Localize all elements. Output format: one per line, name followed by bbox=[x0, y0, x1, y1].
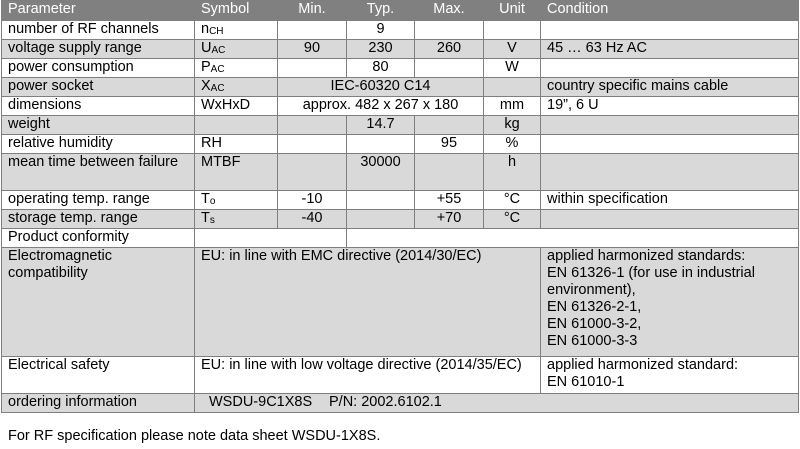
cell-symbol bbox=[195, 210, 278, 229]
cell-typ: 9 bbox=[347, 21, 415, 40]
cell-parameter: relative humidity bbox=[2, 135, 195, 154]
cell-parameter: operating temp. range bbox=[2, 191, 195, 210]
header-condition: Condition bbox=[541, 1, 799, 21]
symbol-base: MTBF bbox=[201, 154, 241, 170]
table-row bbox=[2, 154, 799, 191]
cell-max: 95 bbox=[415, 135, 484, 154]
symbol-sub: AC bbox=[211, 45, 226, 56]
safety-row bbox=[2, 357, 799, 394]
cell-max: +70 bbox=[415, 210, 484, 229]
cell-min bbox=[278, 21, 347, 40]
symbol-sub: o bbox=[209, 196, 216, 207]
cell-typ: 230 bbox=[347, 40, 415, 59]
empty-cell bbox=[347, 229, 799, 248]
cell-parameter: voltage supply range bbox=[2, 40, 195, 59]
table-row bbox=[2, 191, 799, 210]
cell-symbol bbox=[195, 40, 278, 59]
cell-max: 260 bbox=[415, 40, 484, 59]
cell-unit: h bbox=[484, 154, 541, 191]
header-unit: Unit bbox=[484, 1, 541, 21]
cell-unit: kg bbox=[484, 116, 541, 135]
cell-symbol bbox=[195, 78, 278, 97]
header-symbol: Symbol bbox=[195, 1, 278, 21]
cell-symbol bbox=[195, 191, 278, 210]
cell-max bbox=[415, 59, 484, 78]
table-row bbox=[2, 135, 799, 154]
cell-min bbox=[278, 116, 347, 135]
emc-parameter: Electromagnetic compatibility bbox=[2, 248, 195, 357]
cell-min: 90 bbox=[278, 40, 347, 59]
emc-standards-line: EN 61326-1 (for use in industrial environment), bbox=[547, 265, 755, 298]
header-max: Max. bbox=[415, 1, 484, 21]
cell-parameter: mean time between failure bbox=[2, 154, 195, 191]
table-row bbox=[2, 40, 799, 59]
ordering-label: ordering information bbox=[2, 394, 195, 413]
emc-standards-line: EN 61000-3-2, bbox=[547, 316, 642, 332]
cell-min bbox=[278, 135, 347, 154]
cell-max bbox=[415, 21, 484, 40]
cell-typ: 80 bbox=[347, 59, 415, 78]
header-typ: Typ. bbox=[347, 1, 415, 21]
cell-condition: 19”, 6 U bbox=[541, 97, 799, 116]
cell-symbol bbox=[195, 97, 278, 116]
safety-standards-line: EN 61010-1 bbox=[547, 374, 625, 390]
table-row bbox=[2, 21, 799, 40]
table-row bbox=[2, 59, 799, 78]
cell-max: +55 bbox=[415, 191, 484, 210]
cell-unit: % bbox=[484, 135, 541, 154]
symbol-base: U bbox=[201, 40, 212, 56]
cell-condition bbox=[541, 135, 799, 154]
cell-unit: W bbox=[484, 59, 541, 78]
ordering-value bbox=[195, 394, 799, 413]
cell-typ: 30000 bbox=[347, 154, 415, 191]
cell-max bbox=[415, 154, 484, 191]
cell-typ: 14.7 bbox=[347, 116, 415, 135]
emc-standards-line: EN 61000-3-3 bbox=[547, 333, 638, 349]
safety-value: EU: in line with low voltage directive (2014/35/EC) bbox=[195, 357, 541, 394]
cell-unit bbox=[484, 21, 541, 40]
emc-standards-line: EN 61326-2-1, bbox=[547, 299, 642, 315]
ordering-pn: P/N: 2002.6102.1 bbox=[329, 394, 442, 410]
emc-row bbox=[2, 248, 799, 357]
symbol-base: T bbox=[201, 210, 210, 226]
cell-symbol bbox=[195, 154, 278, 191]
symbol-base: RH bbox=[201, 135, 222, 151]
cell-unit: V bbox=[484, 40, 541, 59]
cell-min: -10 bbox=[278, 191, 347, 210]
cell-condition: country specific mains cable bbox=[541, 78, 799, 97]
emc-value: EU: in line with EMC directive (2014/30/EC) bbox=[195, 248, 541, 357]
symbol-base: WxHxD bbox=[201, 97, 251, 113]
symbol-sub: s bbox=[209, 215, 215, 226]
cell-span-value: approx. 482 x 267 x 180 bbox=[278, 97, 484, 116]
cell-condition bbox=[541, 21, 799, 40]
cell-symbol bbox=[195, 116, 278, 135]
symbol-base: X bbox=[201, 78, 211, 94]
cell-typ bbox=[347, 191, 415, 210]
cell-condition: 45 … 63 Hz AC bbox=[541, 40, 799, 59]
symbol-sub: AC bbox=[210, 64, 225, 75]
cell-condition bbox=[541, 154, 799, 191]
cell-parameter: number of RF channels bbox=[2, 21, 195, 40]
cell-min bbox=[278, 59, 347, 78]
cell-unit bbox=[484, 78, 541, 97]
cell-condition bbox=[541, 116, 799, 135]
cell-min bbox=[278, 154, 347, 191]
emc-standards-line: applied harmonized standards: bbox=[547, 248, 746, 264]
symbol-base: P bbox=[201, 59, 211, 75]
cell-span-value: IEC-60320 C14 bbox=[278, 78, 484, 97]
conformity-heading: Product conformity bbox=[2, 229, 195, 248]
cell-max bbox=[415, 116, 484, 135]
emc-standards bbox=[541, 248, 799, 357]
header-row bbox=[2, 1, 799, 21]
header-min: Min. bbox=[278, 1, 347, 21]
symbol-sub: CH bbox=[209, 26, 224, 37]
cell-condition: within specification bbox=[541, 191, 799, 210]
safety-standards-line: applied harmonized standard: bbox=[547, 357, 739, 373]
header-parameter: Parameter bbox=[2, 1, 195, 21]
cell-parameter: power socket bbox=[2, 78, 195, 97]
symbol-base: T bbox=[201, 191, 210, 207]
cell-symbol bbox=[195, 59, 278, 78]
safety-parameter: Electrical safety bbox=[2, 357, 195, 394]
table-row bbox=[2, 78, 799, 97]
empty-cell bbox=[195, 229, 347, 248]
cell-parameter: weight bbox=[2, 116, 195, 135]
cell-symbol bbox=[195, 135, 278, 154]
symbol-sub: AC bbox=[210, 83, 225, 94]
safety-standards bbox=[541, 357, 799, 394]
cell-unit: °C bbox=[484, 191, 541, 210]
ordering-row bbox=[2, 394, 799, 413]
conformity-heading-row bbox=[2, 229, 799, 248]
cell-typ bbox=[347, 135, 415, 154]
table-row bbox=[2, 210, 799, 229]
cell-parameter: dimensions bbox=[2, 97, 195, 116]
table-row bbox=[2, 116, 799, 135]
cell-unit: °C bbox=[484, 210, 541, 229]
cell-parameter: storage temp. range bbox=[2, 210, 195, 229]
cell-typ bbox=[347, 210, 415, 229]
cell-unit: mm bbox=[484, 97, 541, 116]
cell-symbol bbox=[195, 21, 278, 40]
table-row bbox=[2, 97, 799, 116]
ordering-model: WSDU-9C1X8S bbox=[209, 394, 313, 410]
cell-min: -40 bbox=[278, 210, 347, 229]
symbol-base: n bbox=[201, 21, 210, 37]
footnote: For RF specification please note data sheet WSDU-1X8S. bbox=[8, 428, 381, 444]
cell-condition bbox=[541, 59, 799, 78]
cell-condition bbox=[541, 210, 799, 229]
spec-table bbox=[1, 0, 799, 413]
cell-parameter: power consumption bbox=[2, 59, 195, 78]
